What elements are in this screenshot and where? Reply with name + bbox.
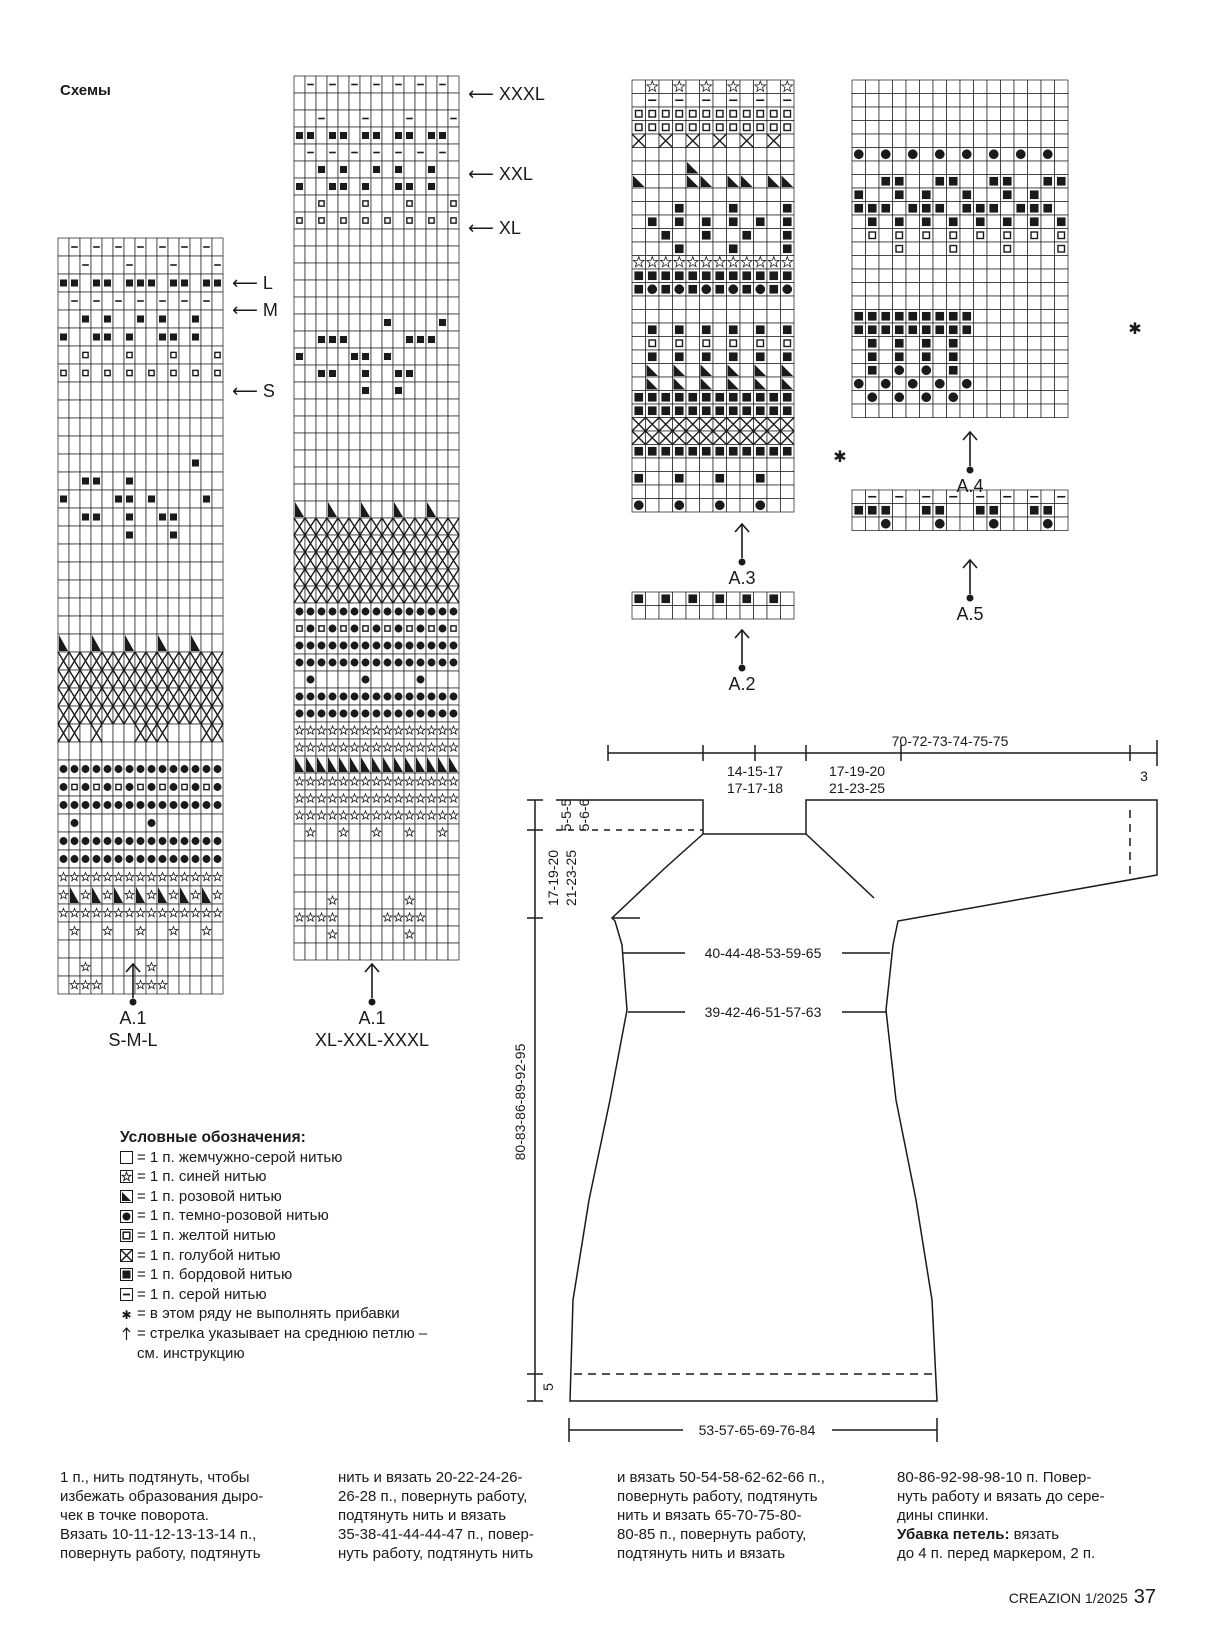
magazine-issue: CREAZION 1/2025 <box>1008 1590 1128 1606</box>
blank-square-icon <box>120 1151 133 1164</box>
triangle-square-icon <box>120 1190 133 1203</box>
legend-item-pearl-grey: = 1 п. жемчужно-серой нитью <box>120 1148 427 1168</box>
inner-square-icon <box>120 1229 133 1242</box>
measure-neck-width-1: 14-15-17 <box>726 763 784 779</box>
text-column-4: 80-86-92-98-98-10 п. Повер- нуть работу и вязать до сере- дины спинки. Убавка петель: вязать до 4 п. перед маркером, 2 п. <box>897 1469 1105 1562</box>
size-arrow-xxxl: ⟵ XXXL <box>468 84 545 104</box>
size-arrow-l: ⟵ L <box>232 273 273 293</box>
page-number: 37 <box>1133 1586 1156 1608</box>
label-a4: A.4 <box>956 476 984 496</box>
measure-neck-depth-1: 5-5-5 <box>558 798 574 832</box>
label-a1-sml: A.1 <box>119 1008 147 1028</box>
measure-top-length: 70-72-73-74-75-75 <box>891 733 1009 749</box>
measure-waist: 39-42-46-51-57-63 <box>704 1004 822 1020</box>
legend-item-yellow: = 1 п. желтой нитью <box>120 1226 427 1246</box>
measure-cuff: 3 <box>1140 768 1148 784</box>
page-footer <box>1009 1586 1156 1609</box>
label-a3: A.3 <box>728 568 756 588</box>
sublabel-a1-sml: S-M-L <box>108 1030 158 1050</box>
sublabel-a1-xl: XL-XXL-XXXL <box>314 1030 430 1050</box>
legend-item-see-instruction: см. инструкцию <box>137 1344 245 1362</box>
measure-neck-depth-2: 5-6-6 <box>576 798 592 832</box>
measure-length: 80-83-86-89-92-95 <box>512 1043 528 1161</box>
label-a1-xl: A.1 <box>358 1008 386 1028</box>
legend-item-middle-arrow: = стрелка указывает на среднюю петлю – <box>120 1324 427 1344</box>
text-column-1: 1 п., нить подтянуть, чтобы избежать образования дыро- чек в точке поворота. Вязать 10-11-12-13-13-14 п., повернуть работу, подтянуть <box>60 1469 264 1562</box>
legend-item-grey: = 1 п. серой нитью <box>120 1285 427 1305</box>
legend-item-blue: = 1 п. синей нитью <box>120 1167 427 1187</box>
measure-shoulder-2: 21-23-25 <box>828 780 886 796</box>
legend-item-burgundy: = 1 п. бордовой нитью <box>120 1265 427 1285</box>
legend-item-light-blue: = 1 п. голубой нитью <box>120 1246 427 1266</box>
measure-yoke-1: 17-19-20 <box>545 849 561 907</box>
measure-bust: 40-44-48-53-59-65 <box>704 945 822 961</box>
label-a5: A.5 <box>956 604 984 624</box>
size-arrow-m: ⟵ M <box>232 300 278 320</box>
legend-item-no-increase: ✱ = в этом ряду не выполнять прибавки <box>121 1305 400 1323</box>
cross-square-icon <box>120 1249 133 1262</box>
measure-bottom: 53-57-65-69-76-84 <box>698 1422 816 1438</box>
legend-title: Условные обозначения: <box>120 1129 306 1146</box>
size-arrow-xxl: ⟵ XXL <box>468 164 533 184</box>
measure-hem: 5 <box>540 1383 556 1391</box>
size-arrow-s: ⟵ S <box>232 381 275 401</box>
star-square-icon <box>120 1170 133 1183</box>
legend-item-dark-pink: = 1 п. темно-розовой нитью <box>120 1206 427 1226</box>
measure-yoke-2: 21-23-25 <box>563 849 579 907</box>
filled-square-icon <box>120 1268 133 1281</box>
dot-square-icon <box>120 1210 133 1223</box>
size-arrow-xl: ⟵ XL <box>468 218 521 238</box>
legend <box>120 1128 427 1363</box>
up-arrow-icon <box>120 1327 133 1340</box>
legend-item-pink: = 1 п. розовой нитью <box>120 1187 427 1207</box>
asterisk-icon <box>120 1308 133 1321</box>
measure-neck-width-2: 17-17-18 <box>726 780 784 796</box>
dash-square-icon <box>120 1288 133 1301</box>
text-column-3: и вязать 50-54-58-62-62-66 п., повернуть работу, подтянуть нить и вязать 65-70-75-80- 80-85 п., повернуть работу, подтянуть нить и вязать <box>617 1469 825 1562</box>
page-title: Схемы <box>60 82 111 99</box>
label-a2: A.2 <box>728 674 756 694</box>
text-column-2: нить и вязать 20-22-24-26- 26-28 п., повернуть работу, подтянуть нить и вязать 35-38-41-44-44-47 п., повер- нуть работу, подтянуть нить <box>338 1469 534 1562</box>
measure-shoulder-1: 17-19-20 <box>828 763 886 779</box>
